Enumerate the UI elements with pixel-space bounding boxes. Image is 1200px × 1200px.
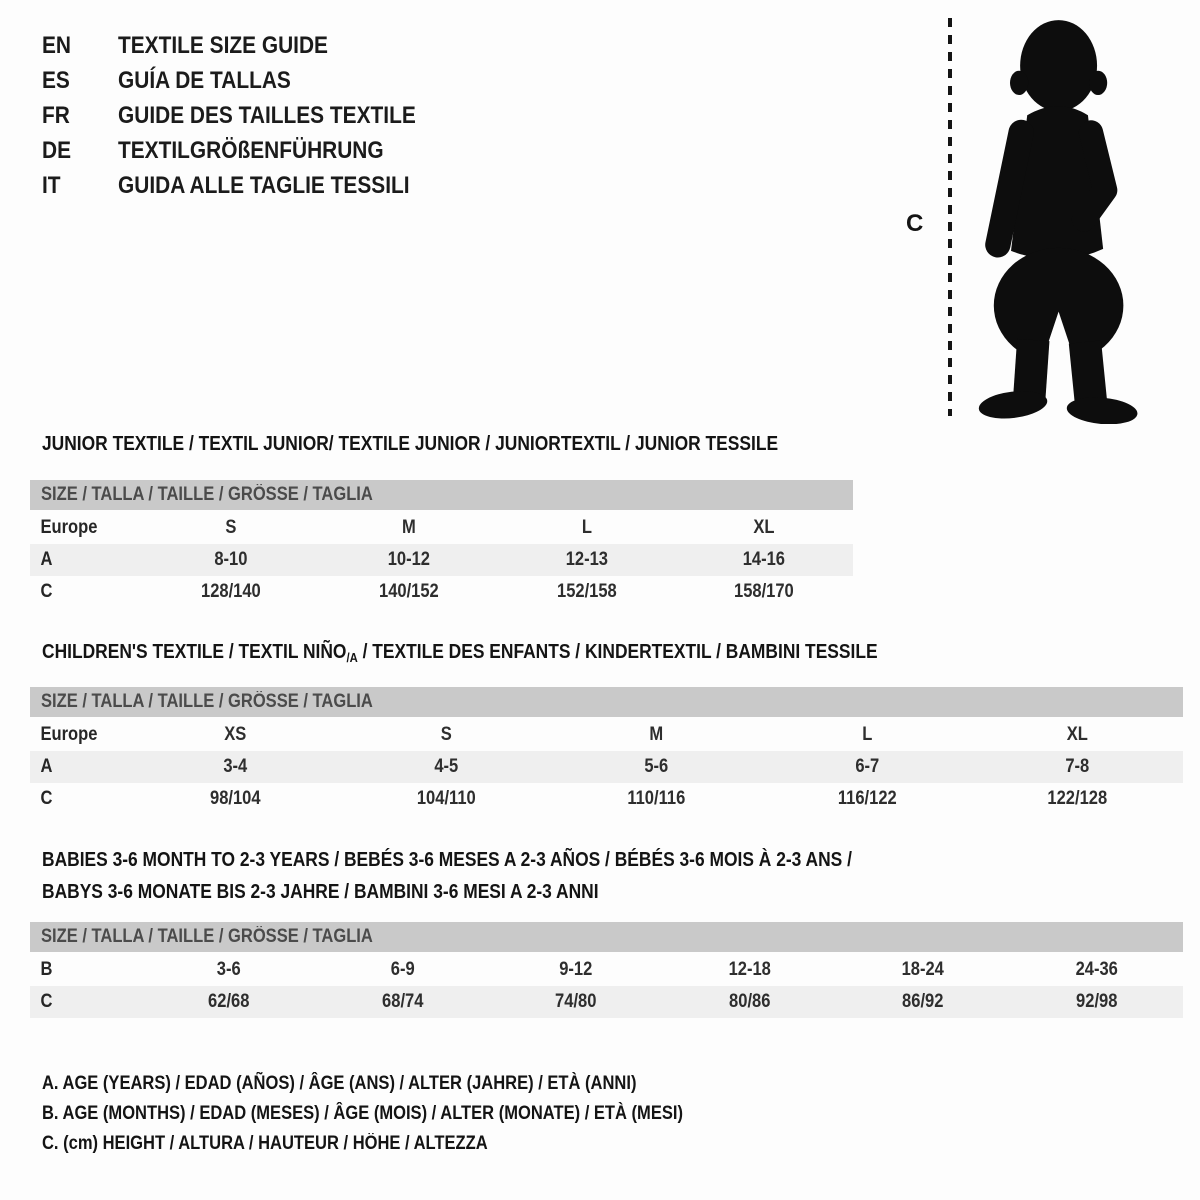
junior-row-height: [30, 576, 853, 608]
babies-row-height: [30, 986, 1183, 1018]
junior-size-header-text: SIZE / TALLA / TAILLE / GRÖSSE / TAGLIA: [41, 484, 373, 505]
children-height-s: 104/110: [416, 788, 476, 809]
children-age-xs: 3-4: [223, 756, 248, 777]
lang-title-de: TEXTILGRÖßENFÜHRUNG: [118, 136, 384, 164]
children-age-m: 5-6: [644, 756, 669, 777]
junior-size-header-bar: [30, 480, 853, 510]
babies-months-5: 18-24: [901, 959, 944, 980]
children-table: [30, 719, 1183, 815]
junior-row-europe: [30, 512, 853, 544]
children-europe-label: Europe: [40, 724, 98, 745]
babies-table: [30, 954, 1183, 1018]
babies-title-line1: BABIES 3-6 MONTH TO 2-3 YEARS / BEBÉS 3-6 MESES A 2-3 AÑOS / BÉBÉS 3-6 MOIS À 2-3 ANS /: [42, 849, 852, 871]
children-size-s: S: [440, 724, 452, 745]
children-height-l: 116/122: [837, 788, 897, 809]
babies-height-1: 62/68: [208, 991, 250, 1012]
babies-section-title: [42, 844, 973, 908]
junior-row-age: [30, 544, 853, 576]
children-age-l: 6-7: [855, 756, 880, 777]
junior-section-title: JUNIOR TEXTILE / TEXTIL JUNIOR/ TEXTILE JUNIOR / JUNIORTEXTIL / JUNIOR TESSILE: [42, 433, 779, 455]
children-age-xl: 7-8: [1065, 756, 1090, 777]
babies-height-4: 80/86: [728, 991, 770, 1012]
silhouette-right-ear: [1089, 71, 1107, 95]
children-row-height: [30, 783, 1183, 815]
junior-size-m: M: [401, 517, 416, 538]
silhouette-right-leg: [1085, 342, 1091, 403]
junior-height-xl: 158/170: [734, 581, 795, 602]
lang-code-it: IT: [42, 171, 61, 199]
silhouette-left-leg: [1029, 340, 1033, 399]
children-age-label: A: [40, 756, 53, 777]
junior-age-s: 8-10: [214, 549, 248, 570]
babies-height-label: C: [40, 991, 53, 1012]
lang-code-es: ES: [42, 66, 70, 94]
children-size-header-bar: [30, 687, 1183, 717]
junior-table: [30, 512, 853, 608]
children-height-m: 110/116: [627, 788, 686, 809]
children-size-header-text: SIZE / TALLA / TAILLE / GRÖSSE / TAGLIA: [41, 691, 373, 712]
babies-size-header-text: SIZE / TALLA / TAILLE / GRÖSSE / TAGLIA: [41, 926, 373, 947]
children-height-xl: 122/128: [1047, 788, 1108, 809]
children-age-s: 4-5: [433, 756, 458, 777]
children-size-xl: XL: [1067, 724, 1089, 745]
language-header: [42, 28, 460, 203]
legend: [42, 1069, 779, 1159]
junior-age-l: 12-13: [565, 549, 608, 570]
babies-months-3: 9-12: [559, 959, 593, 980]
babies-row-months: [30, 954, 1183, 986]
junior-size-xl: XL: [753, 517, 775, 538]
babies-months-2: 6-9: [390, 959, 415, 980]
children-section-title: [42, 641, 1002, 665]
legend-height-cm: C. (cm) HEIGHT / ALTURA / HAUTEUR / HÖHE / ALTEZZA: [42, 1133, 488, 1154]
junior-height-l: 152/158: [556, 581, 617, 602]
lang-title-it: GUIDA ALLE TAGLIE TESSILI: [118, 171, 410, 199]
babies-size-header-bar: [30, 922, 1183, 952]
legend-age-years: A. AGE (YEARS) / EDAD (AÑOS) / ÂGE (ANS) / ALTER (JAHRE) / ETÀ (ANNI): [42, 1073, 637, 1094]
babies-title-line2: BABYS 3-6 MONATE BIS 2-3 JAHRE / BAMBINI 3-6 MESI A 2-3 ANNI: [42, 881, 599, 903]
babies-height-5: 86/92: [902, 991, 944, 1012]
lang-row-it: [42, 168, 460, 203]
legend-age-months: B. AGE (MONTHS) / EDAD (MESES) / ÂGE (MOIS) / ALTER (MONATE) / ETÀ (MESI): [42, 1103, 683, 1124]
children-title-sub: /A: [346, 650, 358, 665]
lang-row-en: [42, 28, 460, 63]
children-title-pre: CHILDREN'S TEXTILE / TEXTIL NIÑO: [42, 641, 347, 663]
lang-code-en: EN: [42, 31, 72, 59]
children-height-label: C: [40, 788, 53, 809]
junior-age-label: A: [40, 549, 53, 570]
children-size-xs: XS: [224, 724, 247, 745]
junior-height-s: 128/140: [200, 581, 261, 602]
lang-title-es: GUÍA DE TALLAS: [118, 66, 291, 94]
silhouette-head: [1020, 20, 1097, 111]
junior-age-m: 10-12: [387, 549, 430, 570]
babies-months-label: B: [40, 959, 53, 980]
lang-title-fr: GUIDE DES TAILLES TEXTILE: [118, 101, 416, 129]
height-measure-dashed-line: [948, 18, 952, 416]
lang-row-de: [42, 133, 460, 168]
babies-months-6: 24-36: [1075, 959, 1118, 980]
lang-title-en: TEXTILE SIZE GUIDE: [118, 31, 328, 59]
children-row-europe: [30, 719, 1183, 751]
babies-months-1: 3-6: [216, 959, 241, 980]
babies-months-4: 12-18: [728, 959, 771, 980]
children-row-age: [30, 751, 1183, 783]
babies-height-3: 74/80: [555, 991, 597, 1012]
junior-europe-label: Europe: [40, 517, 98, 538]
junior-size-s: S: [225, 517, 237, 538]
junior-size-l: L: [581, 517, 592, 538]
junior-height-label: C: [40, 581, 53, 602]
children-size-m: M: [649, 724, 664, 745]
silhouette-left-ear: [1010, 71, 1028, 95]
lang-row-fr: [42, 98, 460, 133]
children-size-l: L: [862, 724, 873, 745]
lang-code-fr: FR: [42, 101, 70, 129]
height-measure-label: C: [906, 210, 924, 237]
toddler-silhouette: [962, 14, 1140, 424]
junior-height-m: 140/152: [378, 581, 439, 602]
lang-row-es: [42, 63, 460, 98]
babies-height-6: 92/98: [1075, 991, 1117, 1012]
babies-height-2: 68/74: [381, 991, 423, 1012]
children-title-post: / TEXTILE DES ENFANTS / KINDERTEXTIL / BAMBINI TESSILE: [357, 641, 878, 663]
lang-code-de: DE: [42, 136, 72, 164]
children-height-xs: 98/104: [210, 788, 261, 809]
junior-age-xl: 14-16: [742, 549, 786, 570]
